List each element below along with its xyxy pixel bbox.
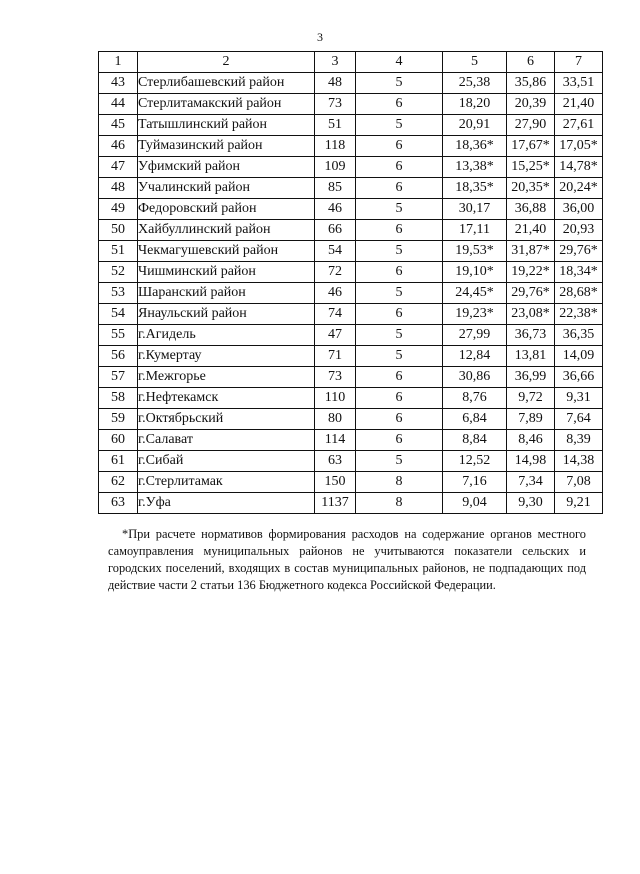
value-cell-6: 15,25* — [507, 157, 555, 178]
value-cell-6: 13,81 — [507, 346, 555, 367]
table-row — [99, 178, 603, 199]
value-cell-6: 8,46 — [507, 430, 555, 451]
row-number-cell: 45 — [99, 115, 138, 136]
value-cell-3: 46 — [315, 199, 356, 220]
value-cell-5: 19,23* — [443, 304, 507, 325]
value-cell-5: 12,52 — [443, 451, 507, 472]
row-number-cell: 46 — [99, 136, 138, 157]
header-cell: 5 — [443, 52, 507, 73]
value-cell-7: 8,39 — [555, 430, 603, 451]
header-cell: 1 — [99, 52, 138, 73]
row-number-cell: 49 — [99, 199, 138, 220]
table-row — [99, 262, 603, 283]
table-row — [99, 493, 603, 514]
municipality-name-cell: Стерлитамакский район — [138, 94, 315, 115]
value-cell-4: 8 — [356, 493, 443, 514]
value-cell-7: 20,93 — [555, 220, 603, 241]
value-cell-3: 71 — [315, 346, 356, 367]
value-cell-5: 8,84 — [443, 430, 507, 451]
value-cell-5: 30,17 — [443, 199, 507, 220]
municipality-name-cell: г.Кумертау — [138, 346, 315, 367]
municipality-name-cell: Янаульский район — [138, 304, 315, 325]
value-cell-3: 66 — [315, 220, 356, 241]
table-row — [99, 283, 603, 304]
value-cell-4: 6 — [356, 388, 443, 409]
value-cell-5: 6,84 — [443, 409, 507, 430]
value-cell-4: 6 — [356, 157, 443, 178]
table-row — [99, 367, 603, 388]
value-cell-7: 17,05* — [555, 136, 603, 157]
table-row — [99, 199, 603, 220]
data-table — [98, 51, 603, 514]
row-number-cell: 55 — [99, 325, 138, 346]
value-cell-3: 51 — [315, 115, 356, 136]
table-row — [99, 94, 603, 115]
value-cell-4: 5 — [356, 325, 443, 346]
municipality-name-cell: г.Агидель — [138, 325, 315, 346]
municipality-name-cell: Туймазинский район — [138, 136, 315, 157]
table-body — [99, 52, 603, 514]
value-cell-3: 74 — [315, 304, 356, 325]
value-cell-5: 20,91 — [443, 115, 507, 136]
value-cell-6: 19,22* — [507, 262, 555, 283]
value-cell-7: 14,38 — [555, 451, 603, 472]
value-cell-4: 6 — [356, 220, 443, 241]
table-row — [99, 136, 603, 157]
value-cell-3: 110 — [315, 388, 356, 409]
row-number-cell: 52 — [99, 262, 138, 283]
value-cell-4: 6 — [356, 304, 443, 325]
row-number-cell: 54 — [99, 304, 138, 325]
value-cell-6: 7,34 — [507, 472, 555, 493]
table-row — [99, 304, 603, 325]
value-cell-5: 25,38 — [443, 73, 507, 94]
municipality-name-cell: г.Октябрьский — [138, 409, 315, 430]
municipality-name-cell: Учалинский район — [138, 178, 315, 199]
value-cell-6: 7,89 — [507, 409, 555, 430]
row-number-cell: 56 — [99, 346, 138, 367]
value-cell-3: 73 — [315, 94, 356, 115]
value-cell-6: 9,30 — [507, 493, 555, 514]
table-header-row — [99, 52, 603, 73]
row-number-cell: 50 — [99, 220, 138, 241]
value-cell-6: 23,08* — [507, 304, 555, 325]
value-cell-3: 73 — [315, 367, 356, 388]
value-cell-5: 18,35* — [443, 178, 507, 199]
value-cell-5: 27,99 — [443, 325, 507, 346]
value-cell-7: 14,78* — [555, 157, 603, 178]
page-number: 3 — [317, 30, 323, 44]
value-cell-5: 18,36* — [443, 136, 507, 157]
value-cell-4: 5 — [356, 241, 443, 262]
row-number-cell: 53 — [99, 283, 138, 304]
value-cell-5: 19,53* — [443, 241, 507, 262]
value-cell-3: 118 — [315, 136, 356, 157]
value-cell-3: 47 — [315, 325, 356, 346]
table-row — [99, 430, 603, 451]
value-cell-4: 5 — [356, 451, 443, 472]
row-number-cell: 44 — [99, 94, 138, 115]
value-cell-7: 28,68* — [555, 283, 603, 304]
table-row — [99, 220, 603, 241]
value-cell-7: 36,35 — [555, 325, 603, 346]
row-number-cell: 58 — [99, 388, 138, 409]
value-cell-4: 6 — [356, 136, 443, 157]
value-cell-3: 85 — [315, 178, 356, 199]
municipality-name-cell: Стерлибашевский район — [138, 73, 315, 94]
value-cell-7: 22,38* — [555, 304, 603, 325]
value-cell-6: 14,98 — [507, 451, 555, 472]
municipality-name-cell: Федоровский район — [138, 199, 315, 220]
header-cell: 2 — [138, 52, 315, 73]
row-number-cell: 48 — [99, 178, 138, 199]
municipality-name-cell: Чекмагушевский район — [138, 241, 315, 262]
value-cell-6: 31,87* — [507, 241, 555, 262]
value-cell-5: 8,76 — [443, 388, 507, 409]
municipality-name-cell: г.Стерлитамак — [138, 472, 315, 493]
value-cell-5: 17,11 — [443, 220, 507, 241]
value-cell-4: 6 — [356, 178, 443, 199]
value-cell-4: 6 — [356, 94, 443, 115]
value-cell-7: 36,66 — [555, 367, 603, 388]
value-cell-6: 21,40 — [507, 220, 555, 241]
row-number-cell: 59 — [99, 409, 138, 430]
value-cell-3: 48 — [315, 73, 356, 94]
table-row — [99, 451, 603, 472]
row-number-cell: 61 — [99, 451, 138, 472]
value-cell-7: 9,21 — [555, 493, 603, 514]
value-cell-3: 114 — [315, 430, 356, 451]
municipality-name-cell: г.Салават — [138, 430, 315, 451]
table-row — [99, 115, 603, 136]
value-cell-7: 7,08 — [555, 472, 603, 493]
value-cell-5: 13,38* — [443, 157, 507, 178]
row-number-cell: 62 — [99, 472, 138, 493]
row-number-cell: 57 — [99, 367, 138, 388]
value-cell-5: 30,86 — [443, 367, 507, 388]
value-cell-4: 5 — [356, 346, 443, 367]
value-cell-4: 6 — [356, 262, 443, 283]
value-cell-7: 18,34* — [555, 262, 603, 283]
value-cell-4: 5 — [356, 115, 443, 136]
table-row — [99, 472, 603, 493]
row-number-cell: 51 — [99, 241, 138, 262]
header-cell: 3 — [315, 52, 356, 73]
value-cell-7: 14,09 — [555, 346, 603, 367]
value-cell-4: 8 — [356, 472, 443, 493]
header-cell: 4 — [356, 52, 443, 73]
value-cell-5: 7,16 — [443, 472, 507, 493]
value-cell-5: 18,20 — [443, 94, 507, 115]
value-cell-5: 12,84 — [443, 346, 507, 367]
value-cell-3: 72 — [315, 262, 356, 283]
value-cell-7: 36,00 — [555, 199, 603, 220]
value-cell-5: 19,10* — [443, 262, 507, 283]
municipality-name-cell: Хайбуллинский район — [138, 220, 315, 241]
value-cell-4: 6 — [356, 430, 443, 451]
value-cell-6: 29,76* — [507, 283, 555, 304]
value-cell-3: 46 — [315, 283, 356, 304]
value-cell-6: 27,90 — [507, 115, 555, 136]
table-row — [99, 157, 603, 178]
municipality-name-cell: г.Сибай — [138, 451, 315, 472]
value-cell-4: 6 — [356, 367, 443, 388]
value-cell-6: 36,99 — [507, 367, 555, 388]
value-cell-4: 5 — [356, 283, 443, 304]
table-row — [99, 73, 603, 94]
value-cell-7: 27,61 — [555, 115, 603, 136]
value-cell-3: 109 — [315, 157, 356, 178]
table-row — [99, 241, 603, 262]
value-cell-7: 33,51 — [555, 73, 603, 94]
value-cell-3: 150 — [315, 472, 356, 493]
value-cell-3: 63 — [315, 451, 356, 472]
table-row — [99, 325, 603, 346]
value-cell-7: 9,31 — [555, 388, 603, 409]
value-cell-6: 36,73 — [507, 325, 555, 346]
value-cell-4: 5 — [356, 73, 443, 94]
value-cell-5: 24,45* — [443, 283, 507, 304]
municipality-name-cell: Чишминский район — [138, 262, 315, 283]
value-cell-4: 6 — [356, 409, 443, 430]
municipality-name-cell: Уфимский район — [138, 157, 315, 178]
value-cell-7: 7,64 — [555, 409, 603, 430]
table-row — [99, 388, 603, 409]
footnote: *При расчете нормативов формирования расходов на содержание органов местного самоуправления муниципальных районов не учитываются показатели сельских и городских поселений, входящих в состав муниципальных районов, не подпадающих под действие части 2 статьи 136 Бюджетного кодекса Российской Федерации. — [108, 527, 586, 592]
value-cell-3: 54 — [315, 241, 356, 262]
municipality-name-cell: г.Уфа — [138, 493, 315, 514]
row-number-cell: 63 — [99, 493, 138, 514]
table-row — [99, 346, 603, 367]
municipality-name-cell: г.Межгорье — [138, 367, 315, 388]
value-cell-3: 80 — [315, 409, 356, 430]
value-cell-6: 20,39 — [507, 94, 555, 115]
value-cell-7: 20,24* — [555, 178, 603, 199]
municipality-name-cell: Татышлинский район — [138, 115, 315, 136]
value-cell-6: 17,67* — [507, 136, 555, 157]
header-cell: 7 — [555, 52, 603, 73]
value-cell-6: 20,35* — [507, 178, 555, 199]
row-number-cell: 43 — [99, 73, 138, 94]
row-number-cell: 60 — [99, 430, 138, 451]
value-cell-6: 36,88 — [507, 199, 555, 220]
value-cell-7: 21,40 — [555, 94, 603, 115]
municipality-name-cell: Шаранский район — [138, 283, 315, 304]
municipality-name-cell: г.Нефтекамск — [138, 388, 315, 409]
row-number-cell: 47 — [99, 157, 138, 178]
value-cell-5: 9,04 — [443, 493, 507, 514]
header-cell: 6 — [507, 52, 555, 73]
value-cell-6: 35,86 — [507, 73, 555, 94]
value-cell-6: 9,72 — [507, 388, 555, 409]
value-cell-4: 5 — [356, 199, 443, 220]
table-row — [99, 409, 603, 430]
value-cell-7: 29,76* — [555, 241, 603, 262]
value-cell-3: 1137 — [315, 493, 356, 514]
